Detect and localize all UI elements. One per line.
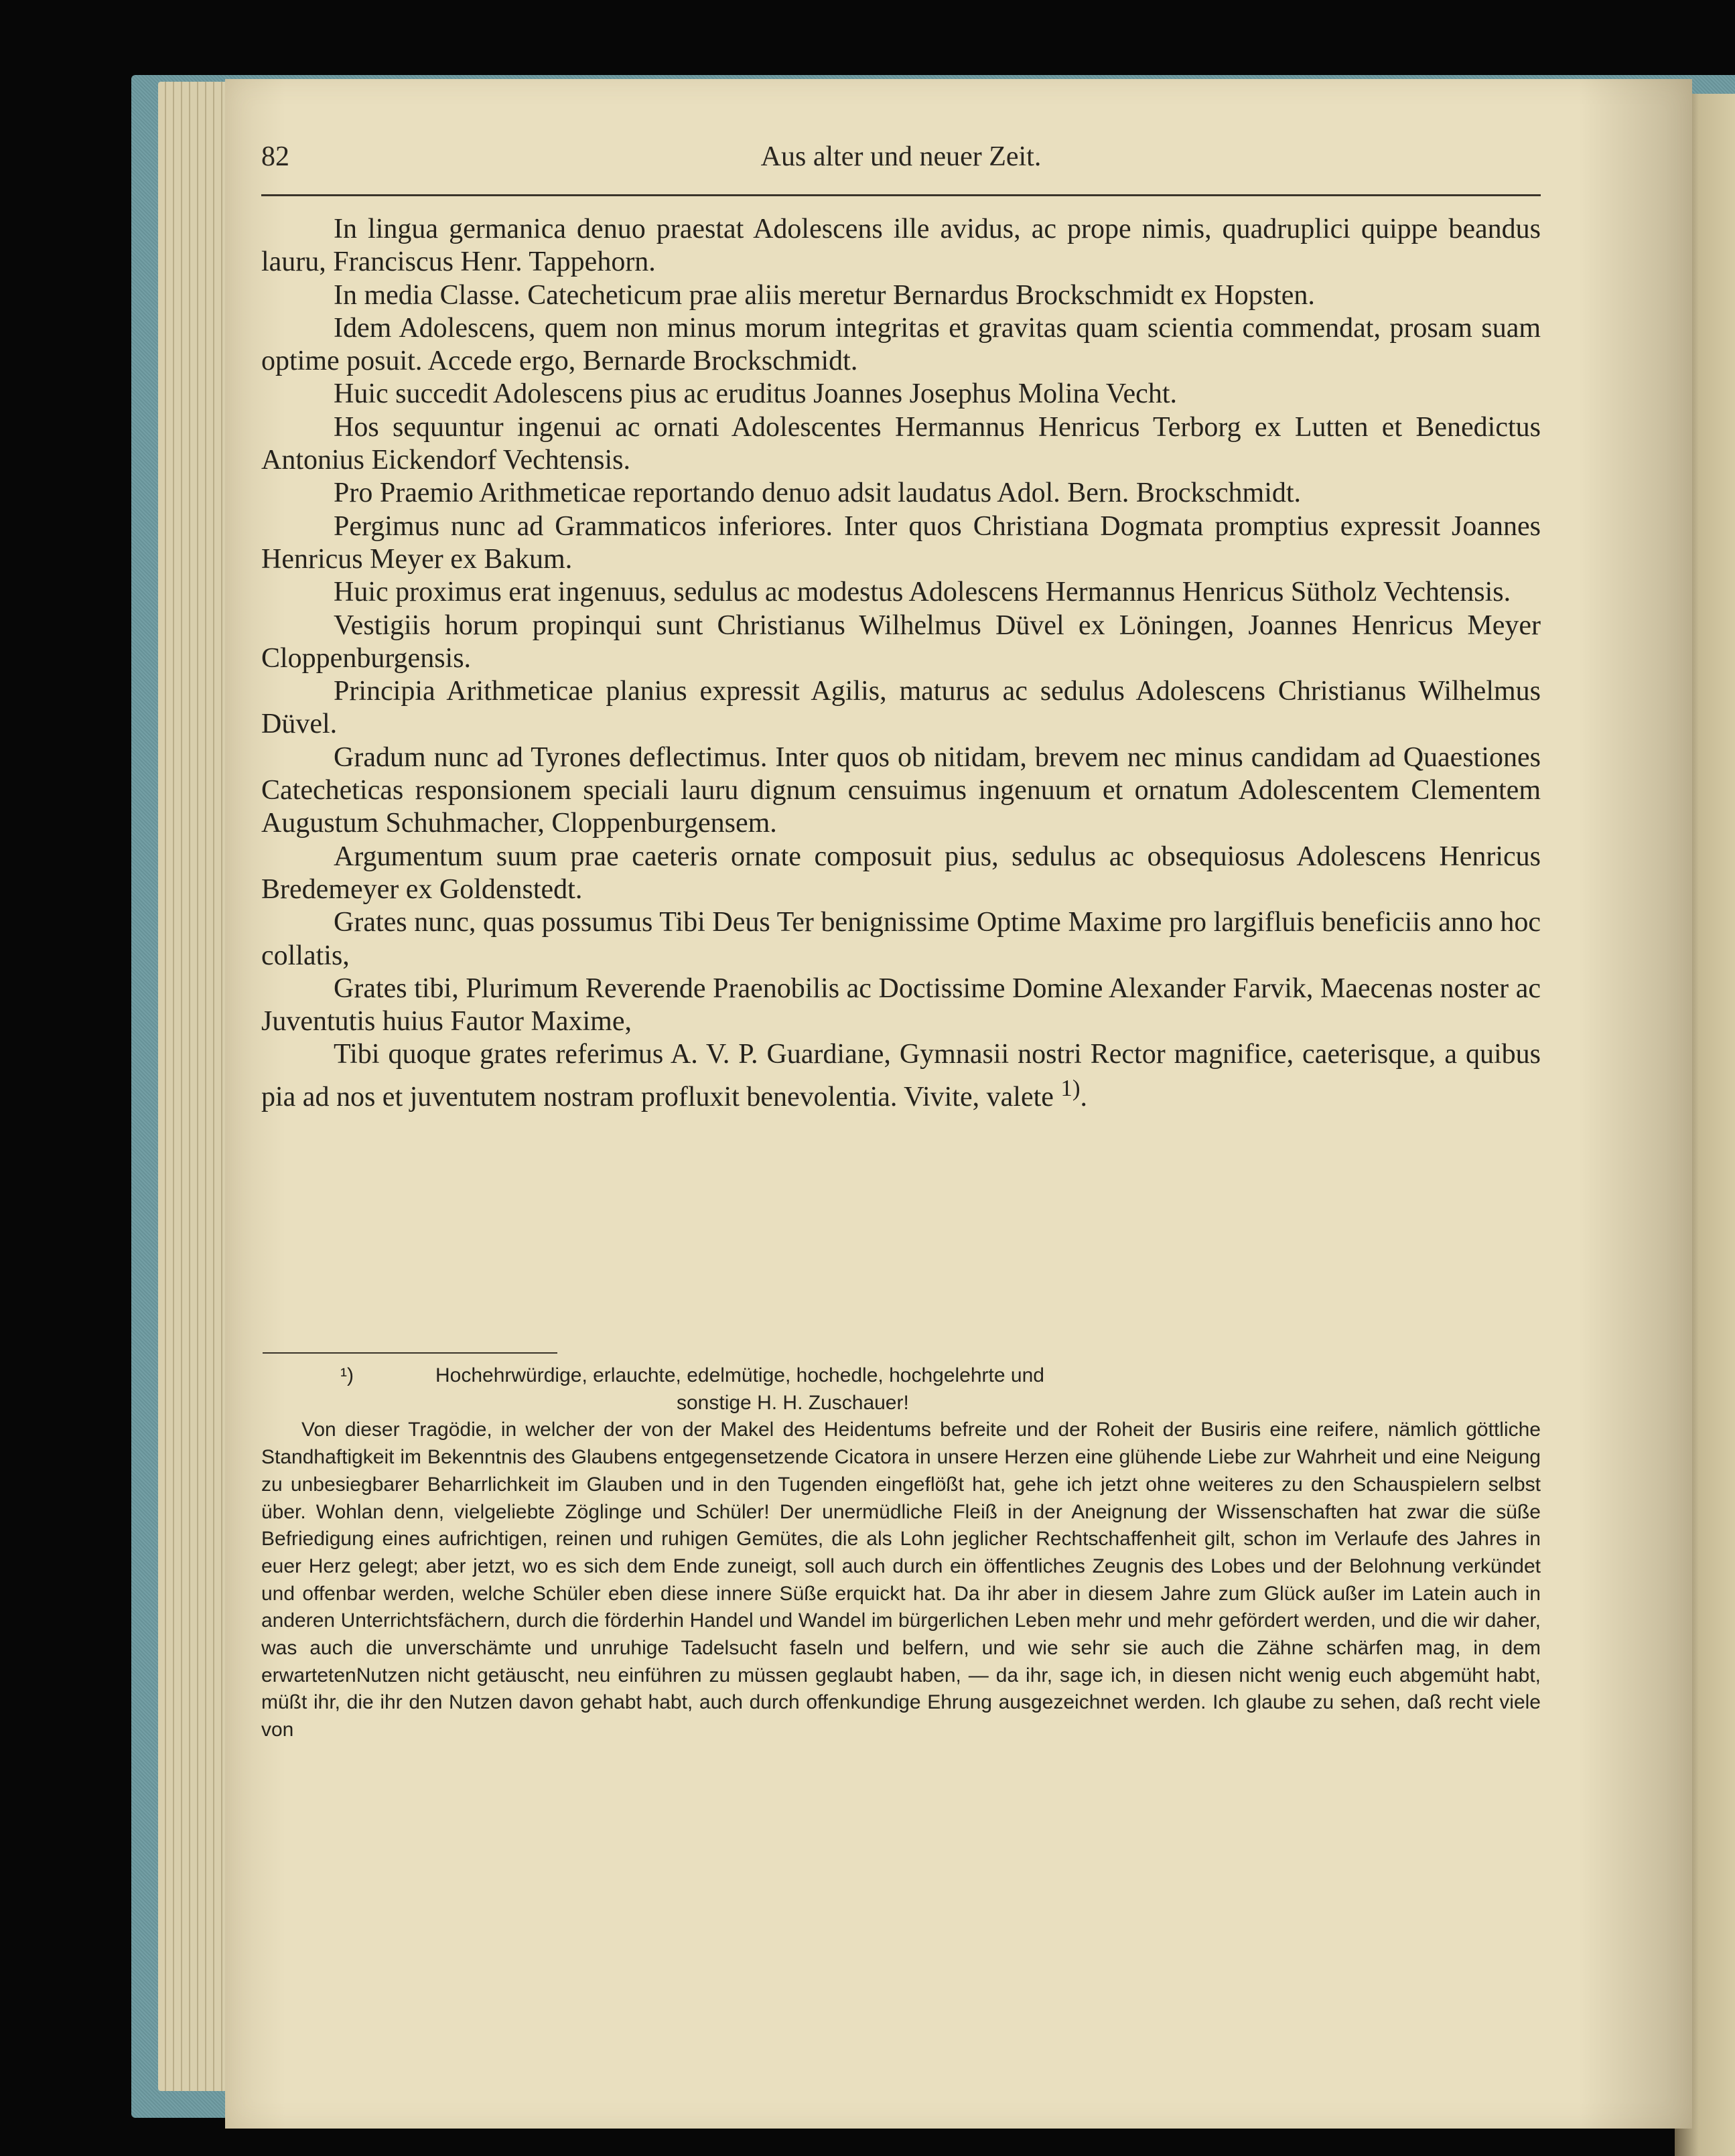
paragraph: Idem Adolescens, quem non minus morum integritas et gravitas quam scientia commendat, prosam suam optime posuit. Accede ergo, Bernarde Brockschmidt. <box>261 312 1541 377</box>
header-rule <box>261 194 1541 196</box>
footnote <box>261 1362 1541 1744</box>
paragraph: Principia Arithmeticae planius expressit Agilis, maturus ac sedulus Adolescens Christianus Wilhelmus Düvel. <box>261 676 1541 740</box>
paragraph: Argumentum suum prae caeteris ornate composuit pius, sedulus ac obsequiosus Adolescens Henricus Bredemeyer ex Goldenstedt. <box>261 841 1541 905</box>
paragraph: Huic proximus erat ingenuus, sedulus ac modestus Adolescens Hermannus Henricus Sütholz Vechtensis. <box>334 577 1511 608</box>
salutation-line: Hochehrwürdige, erlauchte, edelmütige, hochedle, hochgelehrte und <box>435 1364 1044 1386</box>
paragraph-text: Tibi quoque grates referimus A. V. P. Guardiane, Gymnasii nostri Rector magnifice, caeterisque, a quibus pia ad nos et juventutem nostram profluxit benevolentia. Vivite, valete <box>261 1039 1541 1112</box>
footnote-salutation <box>435 1362 1541 1417</box>
paragraph: Huic succedit Adolescens pius ac eruditus Joannes Josephus Molina Vecht. <box>334 378 1177 410</box>
main-text <box>261 213 1541 1114</box>
paragraph: Grates nunc, quas possumus Tibi Deus Ter benignissime Optime Maxime pro largifluis beneficiis anno hoc collatis, <box>261 907 1541 971</box>
paragraph: In lingua germanica denuo praestat Adolescens ille avidus, ac prope nimis, quadruplici quippe beandus lauru, Franciscus Henr. Tappehorn. <box>261 214 1541 278</box>
footnote-marker: ¹) <box>340 1364 354 1386</box>
salutation-line: sonstige H. H. Zuschauer! <box>677 1391 909 1414</box>
footnote-heading <box>261 1362 1541 1417</box>
footnote-rule <box>263 1352 557 1354</box>
paragraph: Pro Praemio Arithmeticae reportando denuo adsit laudatus Adol. Bern. Brockschmidt. <box>334 478 1302 509</box>
footnote-text: Von dieser Tragödie, in welcher der von der Makel des Heidentums befreite und der Roheit der Busiris eine reifere, nämlich göttliche Standhaftigkeit im Bekenntnis des Glaubens entgegensetzende Cicatora in unsere Herzen eine glühende Liebe zur Wahrheit und eine Neigung zu unbesiegbarer Beharrlichkeit im Glauben und in den Tugenden eingeflößt hat, gehe ich jetzt ohne weiteres zu den Schauspielern selbst über. Wohlan denn, vielgeliebte Zöglinge und Schüler! Der unermüdliche Fleiß in der Aneignung der Wissenschaften hat zwar die süße Befriedigung eines aufrichtigen, reinen und ruhigen Gemütes, die als Lohn jeglicher Rechtschaffenheit gilt, schon im Verlaufe des Jahres in euer Herz gelegt; aber jetzt, wo es sich dem Ende zuneigt, soll auch durch ein öffentliches Zeugnis des Lobes und der Belohnung verkündet und offenbar werden, welche Schüler eben diese innere Süße erquickt hat. Da ihr aber in diesem Jahre zum Glück außer im Latein auch in anderen Unterrichtsfächern, durch die förderhin Handel und Wandel im bürgerlichen Leben mehr und mehr gefördert werden, und die wir daher, was auch die unverschämte und unruhige Tadelsucht faseln und belfern, und wie sehr sie auch die Zähne schärfen mag, in dem erwartetenNutzen nicht getäuscht, neu einführen zu müssen geglaubt haben, — da ihr, sage ich, in diesen nicht wenig euch abgemüht habt, müßt ihr, die ihr den Nutzen davon gehabt habt, auch durch offenkundige Ehrung ausgezeichnet werden. Ich glaube zu sehen, daß recht viele von <box>261 1419 1541 1741</box>
paragraph: In media Classe. Catecheticum prae aliis meretur Bernardus Brockschmidt ex Hopsten. <box>334 279 1315 311</box>
paragraph-end: . <box>1080 1081 1088 1112</box>
running-title: Aus alter und neuer Zeit. <box>760 141 1042 172</box>
paragraph-last <box>261 1038 1541 1114</box>
paragraph: Hos sequuntur ingenui ac ornati Adolescentes Hermannus Henricus Terborg ex Lutten et Benedictus Antonius Eickendorf Vechtensis. <box>261 411 1541 476</box>
page-number: 82 <box>261 141 289 172</box>
paragraph: Gradum nunc ad Tyrones deflectimus. Inter quos ob nitidam, brevem nec minus candidam ad Quaestiones Catecheticas responsionem speciali lauru dignum censuimus ingenuum et ornatum Adolescentem Clementem Augustum Schuhmacher, Cloppenburgensem. <box>261 741 1541 839</box>
paragraph: Grates tibi, Plurimum Reverende Praenobilis ac Doctissime Domine Alexander Farvik, Maecenas noster ac Juventutis huius Fautor Maxime, <box>261 973 1541 1037</box>
paragraph: Pergimus nunc ad Grammaticos inferiores. Inter quos Christiana Dogmata promptius expressit Joannes Henricus Meyer ex Bakum. <box>261 510 1541 575</box>
paragraph: Vestigiis horum propinqui sunt Christianus Wilhelmus Düvel ex Löningen, Joannes Henricus Meyer Cloppenburgensis. <box>261 609 1541 674</box>
footnote-reference: 1) <box>1060 1074 1081 1101</box>
page-header <box>261 141 1541 188</box>
